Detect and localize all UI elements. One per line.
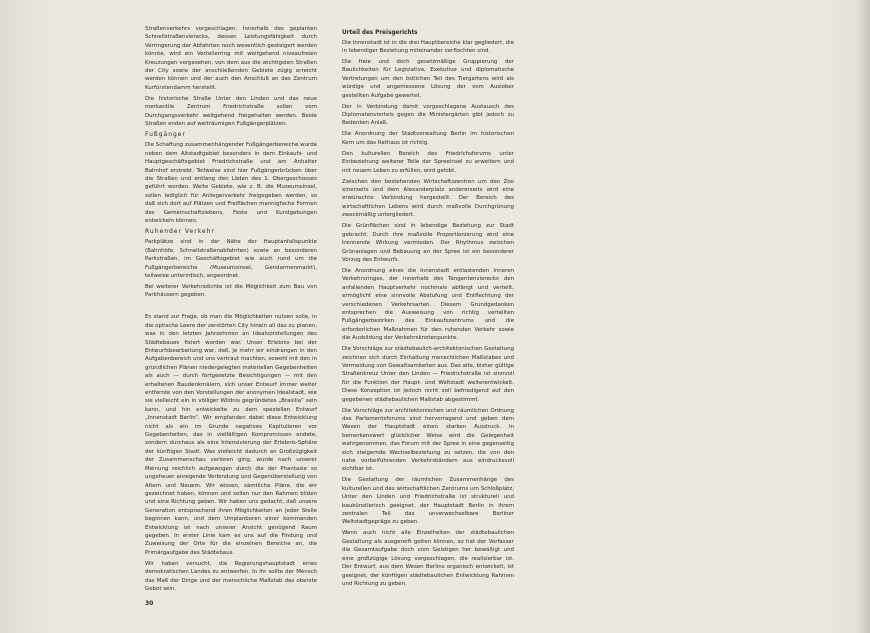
section-spacer [145,302,317,313]
intro-paragraph-2: Die historische Straße Unter den Linden und das neue merkantile Zentrum Friedrichstraße sollen vom Durchgangsverkehr weitgehend freigehalten werden. Beide Straßen enden auf weiträumigen Fußgängerplätzen. [145,95,317,128]
section-heading-fussgaenger: Fußgänger [145,131,186,139]
essay-paragraph-2: Wir haben versucht, die Regierungshauptstadt eines demokratischen Landes zu entwerfen. In ihr sollte der Mensch das Maß der Dinge und der menschliche Maßstab das oberste Gebot sein. [145,560,317,592]
verdict-paragraph-2: Die freie und doch gesetzmäßige Gruppierung der Baulichkeiten für Legislative, Exekutive und diplomatische Vertretungen um den östlichen Teil des Tiergartens wird als würdige und angemessene Lösung der vom Auslober gestellten Aufgabe gewertet. [342,59,514,99]
verdict-paragraph-1: Die Innenstadt ist in die drei Hauptbereiche klar gegliedert, die in lebendiger Beziehung miteinander verflochten sind. [342,39,514,54]
ruhender-verkehr-paragraph-1: Parkplätze sind in der Nähe der Hauptanfallspunkte (Bahnhöfe, Schnellstraßenabfahrten) sowie an besonderen Parkstraßen, im Geschäftsgebiet wie auch rund um die Fußgängerbereiche (Museumsinsel, Gendarmenmarkt), teilweise unterirdisch, angeordnet. [145,239,317,279]
verdict-paragraph-8: Die Anordnung eines die Innenstadt entlastenden inneren Verkehrsringes, der innerhalb des Tangentenvierecks den anfallenden Hauptverkehr nochmals abfängt und verteilt, ermöglicht eine sinnvolle Abstufung und Entflechtung der verschiedenen Verkehrsarten. Diesem Grundgedanken entsprechen die Ausweisung von richtig verteilten Fußgängerbezirken des Einkaufszentrums und die erforderlichen Maßnahmen für den ruhenden Verkehr sowie die Ausbildung der Verkehrsknotenpunkte. [342,267,514,342]
verdict-paragraph-7: Die Grünflächen sind in lebendige Beziehung zur Stadt gebracht. Durch ihre maßvolle Proportionierung wird eine trennende Wirkung vermieden. Der Rhythmus zwischen Grünanlagen und Bebauung an der Spree ist ein besonderer Vorzug des Entwurfs. [342,223,514,263]
verdict-paragraph-3: Der in Verbindung damit vorgeschlagene Austausch des Diplomatenviertels gegen die Ministergärten gibt jedoch zu Bedenken Anlaß. [342,103,514,127]
verdict-paragraph-10: Die Vorschläge zur architektonischen und räumlichen Ordnung des Parlamentsforums sind hervorragend und geben dem Wesen der Hauptstadt einen starken Ausdruck. In bemerkenswert glücklicher Weise wird die Gelegenheit wahrgenommen, das Forum mit der Spree in eine gegenseitig sich steigernde Wechselbeziehung zu setzen, die von den nahe vorbeiführenden Verkehrsbändern aus eindrucksvoll sichtbar ist. [342,407,514,473]
right-column [342,29,514,591]
verdict-paragraph-5: Den kulturellen Bereich des Friedrichsforums unter Einbeziehung weiterer Teile der Spreeinsel zu erweitern und mit neuem Leben zu erfüllen, wird gelobt. [342,150,514,174]
intro-paragraph-1: Straßenverkehrs vorgeschlagen. Innerhalb des geplanten Schnellstraßenvierecks, dessen Leistungsfähigkeit durch Verringerung der Abfahrten noch wesentlich gesteigert werden könnte, wird ein Verteilerring mit weitgehend niveaufreien Kreuzungen vorgesehen, von dem aus die wichtigsten Straßen der City sowie der anschließenden Gebiete zügig erreicht werden können und der auch den Anschluß an das Zentrum Kurfürstendamm herstellt. [145,26,317,91]
left-column [145,25,317,596]
ruhender-verkehr-paragraph-2: Bei weiterer Verkehrsdichte ist die Möglichkeit zum Bau von Parkhäusern gegeben. [145,283,317,299]
page-number: 30 [145,600,154,607]
section-heading-ruhender-verkehr: Ruhender Verkehr [145,228,215,236]
verdict-paragraph-12: Wenn auch nicht alle Einzelheiten der städtebaulichen Gestaltung als ausgereift gelten können, so hat der Verfasser die Gesamtaufgabe doch vom Geistigen her bewältigt und eine großzügige Lösung vorgeschlagen, die realisierbar ist. Der Entwurf, aus dem Wesen Berlins organisch entwickelt, ist geeignet, der künftigen städtebaulichen Entwicklung Rahmen und Richtung zu geben. [342,530,514,587]
verdict-paragraph-11: Die Gestaltung der räumlichen Zusammenhänge des kulturellen und des wirtschaftlichen Zentrums um Schloßplatz, Unter den Linden und Friedrichstraße ist strukturell und baukünstlerisch geeignet, der Hauptstadt Berlin in ihrem zentralen Teil das unverwechselbare Berliner Weltstadtgepräge zu geben. [342,477,514,526]
verdict-paragraph-6: Zwischen den bestehenden Wirtschaftszentren um den Zoo einerseits und dem Alexanderplatz andererseits wird eine erwünschte Verbindung hergestellt. Der Bereich des wirtschaftlichen Lebens wird durch maßvolle Durchgrünung zweckmäßig untergliedert. [342,178,514,219]
verdict-paragraph-9: Die Vorschläge zur städtebaulich-architektonischen Gestaltung zeichnen sich durch Einhaltung menschlichen Maßstabes und Vermeidung von Gewaltsamkeiten aus. Das alte, bisher gültige Straßenkreuz Unter den Linden — Friedrichstraße ist sinnvoll für die Funktion der Haupt- und Weltstadt weiterentwickelt. Diese Konzeption ist jedoch nicht voll befriedigend auf den gegebenen städtebaulichen Maßstab abgestimmt. [342,346,514,403]
essay-paragraph-1: Es stand zur Frage, ob man die Möglichkeiten nutzen solle, in die optische Leere der zerstörten City hinein all das zu planen, was in den letzten Jahrzehnten an Idealvorstellungen des Städtebaues fixiert worden war. Unser Erlebnis bei der Entwurfsbearbeitung war, daß, je mehr wir eindrangen in den Aufgabenbereich und uns vertraut machten, sowohl mit den in gründlichen Plänen niedergelegten materiellen Gegebenheiten als auch — durch fortgesetzte Besichtigungen — mit den erhaltenen Baudenkmälern, sich unser Entwurf immer weiter entfernte von den Vorstellungen der anonymen Idealstadt, wie sie vielleicht ein in völliger Wildnis gegründetes „Brasilia“ sein kann, und hin entwickelte zu dem speziellen Entwurf „Innenstadt Berlin“. Wir empfanden dabei diese Entwicklung nicht als ein im Grunde negatives Kapitulieren vor Gegebenheiten, das in vielfältigen Kompromissen endete, sondern durchaus als eine Intensivierung der Erlebnis-Sphäre der künftigen Stadt. Was vielleicht dadurch an Großzügigkeit der Zusammenschau verloren ging, wurde nach unserer Meinung reichlich aufgewogen durch die der Phantasie so ungeheuer anregende Verbindung und Gegenüberstellung von Altem und Neuem. Wir wissen, sämtliche Pläne, die wir gezeichnet haben, können und sollen nur den Rahmen bilden und eine Richtung geben. Wir haben uns gedacht, daß unsere Generation entsprechend ihren Möglichkeiten an jeder Stelle beginnen kann, und dem Umplanboren einer kommenden Entwicklung ist nach unserer Ansicht genügend Raum gegeben. In erster Linie kam es uns auf die Findung und Zuweisung der Orte für die einzelnen Bereiche an, die Primärgaufgabe des Städtebaus. [145,314,317,556]
fussgaenger-paragraph: Die Schaffung zusammenhängender Fußgängerbereiche wurde neben dem Altstadtgebiet besonders in dem Einkaufs- und Hauptgeschäftsgebiet Friedrichstraße und am Anhalter Bahnhof erstrebt. Teilweise sind hier Fußgängerbrücken über die Straßen und entlang den Läden des 1. Obergeschosses geführt worden. Weite Gebiete, wie z. B. die Museumsinsel, sollen lediglich für Anliegerverkehr freigegeben werden, so daß sich dort auf Plätzen und Freiflächen mannigfache Formen des Gemeinschaftslebens, Feste und Kundgebungen entwickeln können. [145,142,317,225]
page-edge-shadow [856,0,870,633]
verdict-paragraph-4: Die Anordnung der Stadtverwaltung Berlin im historischen Kern um das Rathaus ist richtig. [342,131,514,146]
jury-verdict-heading: Urteil des Preisgerichts [342,30,418,36]
